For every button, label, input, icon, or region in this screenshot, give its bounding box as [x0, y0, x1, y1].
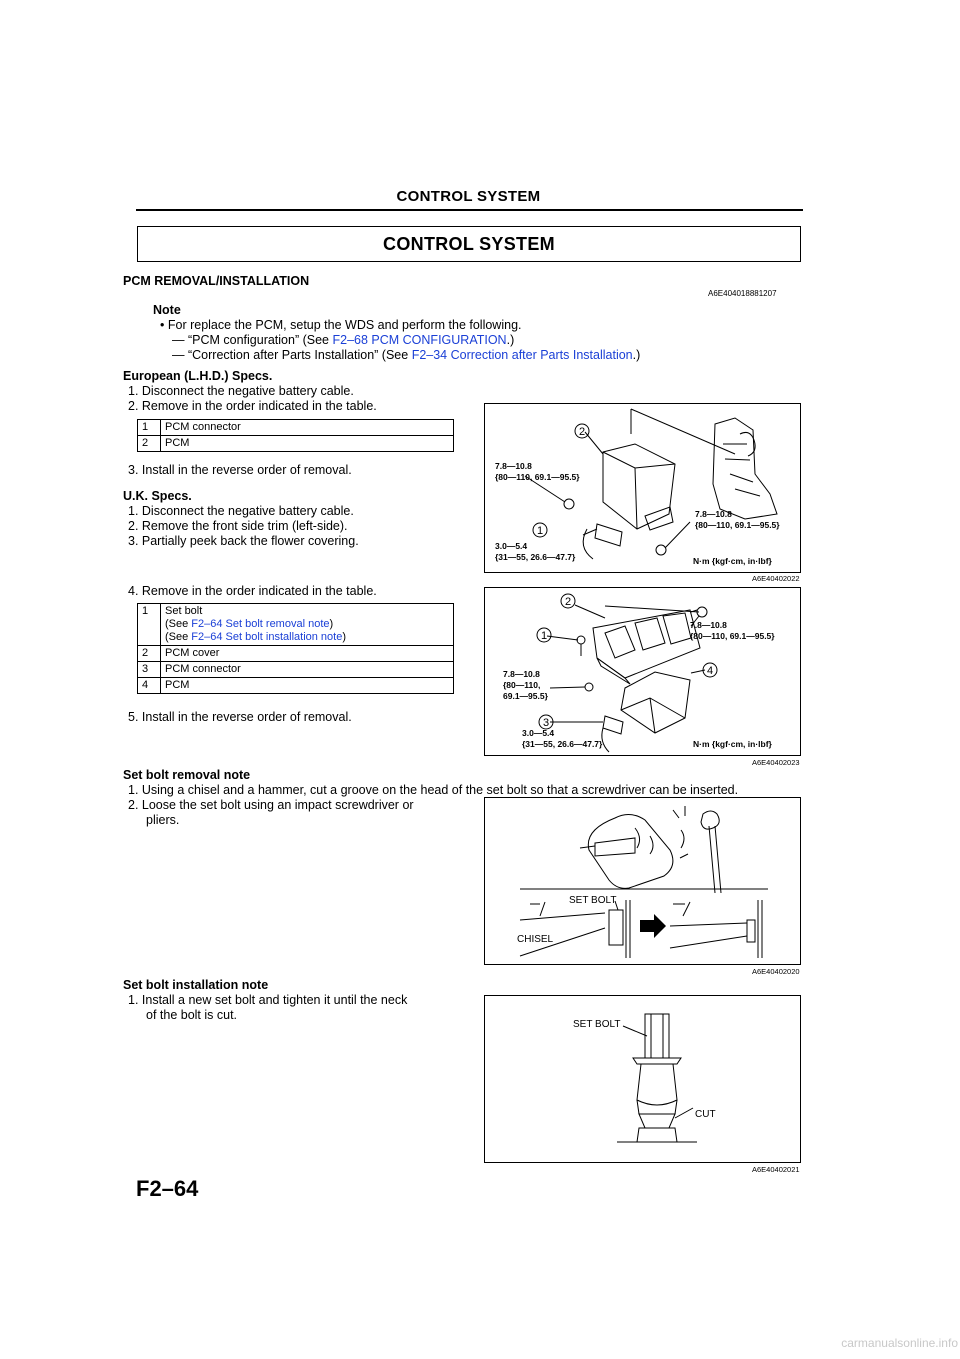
note-dash-1 [172, 333, 514, 348]
eu-pcm-illustration [485, 404, 800, 572]
uk-parts-table [137, 603, 454, 694]
torque-right-detail: {80—110, 69.1—95.5} [695, 520, 780, 530]
table-cell-num: 1 [138, 604, 161, 646]
watermark: carmanualsonline.info [841, 1336, 958, 1350]
set-bolt-ref-2 [165, 631, 449, 644]
header-rule [136, 209, 803, 211]
note-dash-2-post: .) [632, 348, 641, 362]
section-title-box [137, 226, 801, 262]
uk-step-2: 2. Remove the front side trim (left-side). [128, 519, 348, 533]
label-set-bolt: SET BOLT [569, 895, 617, 906]
callout-2: 2 [564, 596, 572, 608]
label-set-bolt: SET BOLT [573, 1019, 621, 1030]
page-number: F2–64 [136, 1176, 199, 1201]
torque-left-detail: {80—110, 69.1—95.5} [495, 472, 580, 482]
table-row [138, 662, 454, 678]
table-cell-name: PCM cover [161, 646, 454, 662]
removal-note-heading: Set bolt removal note [123, 768, 251, 782]
note-dash-1-post: .) [506, 333, 515, 347]
link-set-bolt-removal[interactable]: F2–64 Set bolt removal note [191, 618, 330, 630]
table-row [138, 646, 454, 662]
ref-post: ) [342, 631, 347, 643]
eu-step-1: 1. Disconnect the negative battery cable. [128, 384, 354, 398]
set-bolt-ref-1 [165, 618, 449, 631]
uk-step-4: 4. Remove in the order indicated in the table. [128, 584, 377, 598]
section-title: CONTROL SYSTEM [383, 233, 555, 254]
link-correction-after-parts[interactable]: F2–34 Correction after Parts Installation [411, 348, 633, 362]
torque-right-value: 7.8—10.8 [690, 620, 727, 630]
table-cell-num: 2 [138, 646, 161, 662]
eu-step-3: 3. Install in the reverse order of removal. [128, 463, 352, 477]
link-pcm-configuration[interactable]: F2–68 PCM CONFIGURATION [332, 333, 507, 347]
table-cell-name: PCM connector [161, 420, 454, 436]
table-row [138, 678, 454, 694]
callout-1: 1 [540, 630, 548, 642]
table-cell-num: 2 [138, 436, 161, 452]
note-label: Note [153, 303, 181, 317]
ref-pre: (See [165, 631, 192, 643]
torque-units: N·m {kgf·cm, in·lbf} [693, 739, 772, 749]
torque-left-value: 7.8—10.8 [495, 461, 532, 471]
torque-conn-value: 3.0—5.4 [522, 728, 555, 738]
eu-parts-table [137, 419, 454, 452]
table-row [138, 436, 454, 452]
uk-step-1: 1. Disconnect the negative battery cable. [128, 504, 354, 518]
figure-set-bolt-installation [484, 995, 801, 1163]
table-cell-name [161, 604, 454, 646]
torque-conn-detail: {31—55, 26.6—47.7} [495, 552, 576, 562]
table-cell-num: 1 [138, 420, 161, 436]
note-bullet-text: For replace the PCM, setup the WDS and perform the following. [167, 318, 522, 332]
set-bolt-label: Set bolt [165, 605, 203, 617]
set-bolt-installation-illustration [485, 996, 800, 1162]
figure-removal-code: A6E40402020 [752, 967, 800, 976]
callout-1: 1 [536, 525, 544, 537]
removal-step-2-line-1: 2. Loose the set bolt using an impact screwdriver or [128, 798, 414, 812]
figure-set-bolt-removal [484, 797, 801, 965]
callout-4: 4 [706, 665, 714, 677]
table-row [138, 604, 454, 646]
figure-uk-pcm [484, 587, 801, 756]
torque-left-detail-2: 69.1—95.5} [503, 691, 548, 701]
torque-conn-detail: {31—55, 26.6—47.7} [522, 739, 603, 749]
note-dash-1-pre: — “PCM configuration” (See [172, 333, 333, 347]
note-bullet: • For replace the PCM, setup the WDS and perform the following. [160, 318, 522, 332]
install-step-1-line-1: 1. Install a new set bolt and tighten it until the neck [128, 993, 408, 1007]
table-cell-num: 3 [138, 662, 161, 678]
removal-step-2-line-2: pliers. [146, 813, 180, 827]
table-row [138, 420, 454, 436]
pcm-heading: PCM REMOVAL/INSTALLATION [123, 274, 310, 288]
removal-step-1: 1. Using a chisel and a hammer, cut a groove on the head of the set bolt so that a screwdriver can be inserted. [128, 783, 739, 797]
table-cell-name: PCM [161, 436, 454, 452]
table-cell-name: PCM connector [161, 662, 454, 678]
label-cut: CUT [695, 1109, 716, 1120]
install-step-1-line-2: of the bolt is cut. [146, 1008, 238, 1022]
eu-step-2: 2. Remove in the order indicated in the table. [128, 399, 377, 413]
note-dash-2 [172, 348, 640, 363]
set-bolt-removal-illustration [485, 798, 800, 964]
callout-3: 3 [542, 717, 550, 729]
figure-eu-code: A6E40402022 [752, 574, 800, 583]
table-cell-num: 4 [138, 678, 161, 694]
figure-install-code: A6E40402021 [752, 1165, 800, 1174]
uk-step-5: 5. Install in the reverse order of removal. [128, 710, 352, 724]
table-cell-name: PCM [161, 678, 454, 694]
torque-right-value: 7.8—10.8 [695, 509, 732, 519]
link-set-bolt-installation[interactable]: F2–64 Set bolt installation note [191, 631, 343, 643]
torque-conn-value: 3.0—5.4 [495, 541, 528, 551]
torque-right-detail: {80—110, 69.1—95.5} [690, 631, 775, 641]
note-dash-2-pre: — “Correction after Parts Installation” (See [172, 348, 412, 362]
figure-uk-code: A6E40402023 [752, 758, 800, 767]
ref-post: ) [329, 618, 334, 630]
uk-heading: U.K. Specs. [123, 489, 192, 503]
uk-step-3: 3. Partially peek back the flower covering. [128, 534, 359, 548]
page-header-title: CONTROL SYSTEM [396, 188, 541, 205]
figure-eu-pcm [484, 403, 801, 573]
uk-pcm-illustration [485, 588, 800, 755]
doc-id: A6E404018881207 [708, 289, 777, 298]
install-note-heading: Set bolt installation note [123, 978, 269, 992]
torque-left-value: 7.8—10.8 [503, 669, 540, 679]
arrow-right-icon [640, 914, 666, 938]
european-heading: European (L.H.D.) Specs. [123, 369, 273, 383]
label-chisel: CHISEL [517, 934, 554, 945]
ref-pre: (See [165, 618, 192, 630]
callout-2: 2 [578, 426, 586, 438]
torque-units: N·m {kgf·cm, in·lbf} [693, 556, 772, 566]
torque-left-detail-1: {80—110, [503, 680, 541, 690]
